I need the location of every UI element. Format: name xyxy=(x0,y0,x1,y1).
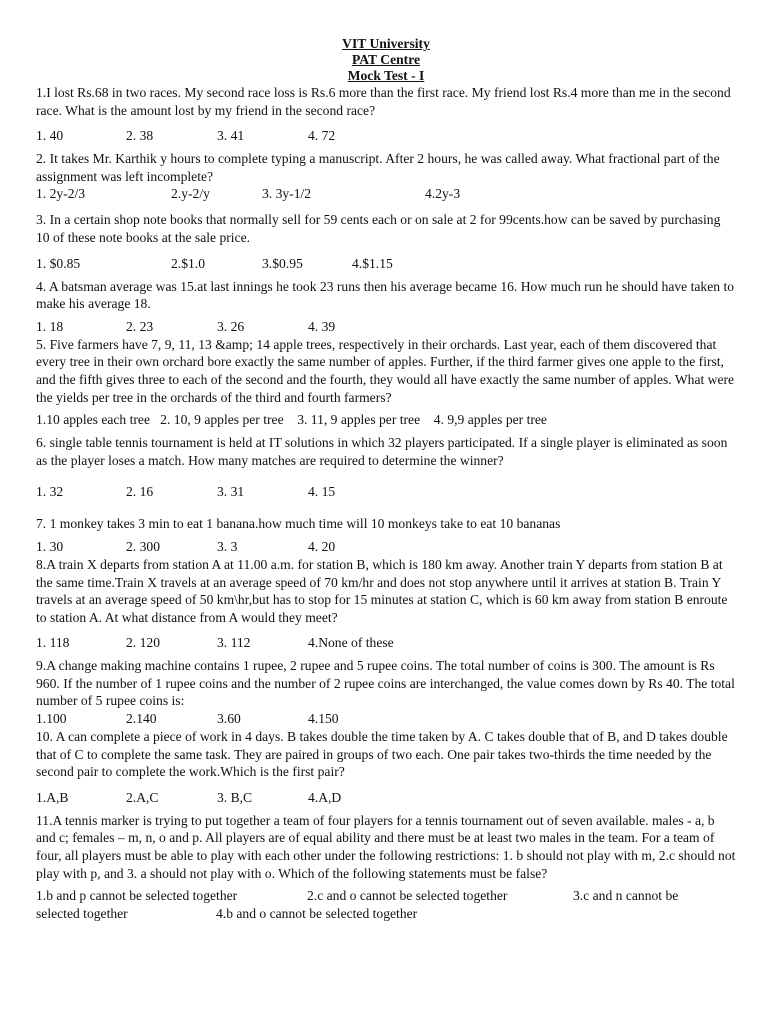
centre-title: PAT Centre xyxy=(351,52,421,67)
option: 4. 15 xyxy=(308,484,336,500)
question-11-options-row-2 xyxy=(36,905,736,923)
question-9-text: 9.A change making machine contains 1 rupee, 2 rupee and 5 rupee coins. The total number of coins is 300. The amount is Rs 960. If the number of 1 rupee coins and the number of 2 rupee coins are interchanged, the value comes down by Rs 40. The total number of 5 rupee coins is: xyxy=(36,658,735,709)
option: 4.2y-3 xyxy=(425,186,461,202)
option: selected together xyxy=(36,906,128,922)
question-2-options xyxy=(36,185,736,203)
question-9-options xyxy=(36,710,736,728)
option: 2.$1.0 xyxy=(171,255,205,271)
question-4-options xyxy=(36,318,736,336)
option: 2. 120 xyxy=(126,635,160,651)
question-5-text: 5. Five farmers have 7, 9, 11, 13 &amp; 14 apple trees, respectively in their orchards. Last year, each of them discovered that every tree in their own orchard bore exactly the same number of apples. Further, if the third farmer gives one apple to the first, and the fifth gives three to each of the second and the fourth, they would all have exactly the same number of apples. What were the yields per tree in the orchards of the third and fourth farmers? xyxy=(36,336,735,405)
question-5-options xyxy=(36,411,736,429)
option: 1.b and p cannot be selected together xyxy=(36,888,238,904)
question-4-text: 4. A batsman average was 15.at last innings he took 23 runs then his average became 16. How much run he should have taken to make his average 18. xyxy=(36,278,735,312)
option: 1.100 xyxy=(36,711,67,727)
question-6-text: 6. single table tennis tournament is held at IT solutions in which 32 players participated. If a single player is eliminated as soon as the player loses a match. How many matches are required to determine the winner? xyxy=(36,435,728,468)
option: 2. 16 xyxy=(126,484,154,500)
option: 1. 18 xyxy=(36,318,64,334)
option-line: 1.10 apples each tree 2. 10, 9 apples per tree 3. 11, 9 apples per tree 4. 9,9 apples per tree xyxy=(36,412,547,428)
option: 2. 23 xyxy=(126,318,154,334)
question-10-options xyxy=(36,789,736,807)
option: 4. 72 xyxy=(308,128,336,144)
option: 4. 20 xyxy=(308,538,336,554)
option: 3.c and n cannot be xyxy=(573,888,679,904)
question-11-options-row-1 xyxy=(36,887,736,905)
question-6-options xyxy=(36,483,736,501)
test-title: Mock Test - I xyxy=(347,68,425,83)
option: 3. B,C xyxy=(217,789,253,805)
question-11-text: 11.A tennis marker is trying to put together a team of four players for a tennis tournament out of seven available. males - a, b and c; females – m, n, o and p. All players are of equal ability and there must be at least two males in the team. For a team of four, all players must be able to play with each other under the following restrictions: 1. b should not play with m, 2.c should not play with p, and 3. a should not play with o. Which of the following statements must be false? xyxy=(36,812,736,881)
option: 3. 3 xyxy=(217,538,238,554)
option: 1. 30 xyxy=(36,538,64,554)
option: 2. 38 xyxy=(126,128,154,144)
option: 4.$1.15 xyxy=(352,255,393,271)
option: 3. 26 xyxy=(217,318,245,334)
option: 2.y-2/y xyxy=(171,186,210,202)
option: 1. 32 xyxy=(36,484,64,500)
option: 2.A,C xyxy=(126,789,159,805)
option: 2. 300 xyxy=(126,538,160,554)
option: 4.A,D xyxy=(308,789,342,805)
option: 2.c and o cannot be selected together xyxy=(307,888,508,904)
option: 4.None of these xyxy=(308,635,394,651)
option: 3. 3y-1/2 xyxy=(262,186,312,202)
question-3-options xyxy=(36,255,736,273)
document-page xyxy=(36,36,736,923)
question-2-text: 2. It takes Mr. Karthik y hours to complete typing a manuscript. After 2 hours, he was called away. What fractional part of the assignment was left incomplete? xyxy=(36,151,720,184)
option: 3. 31 xyxy=(217,484,245,500)
option: 1. 40 xyxy=(36,128,64,144)
question-8-text: 8.A train X departs from station A at 11.00 a.m. for station B, which is 180 km away. Another train Y departs from station B at the same time.Train X travels at an average speed of 70 km/hr and does not stop anywhere until it arrives at station B. Train Y travels at an average speed of 50 km\hr,but has to stop for 15 minutes at station C, which is 60 km away from station B enroute to station A. At what distance from A would they meet? xyxy=(36,556,728,625)
option: 1. $0.85 xyxy=(36,255,81,271)
option: 4. 39 xyxy=(308,318,336,334)
university-title: VIT University xyxy=(342,36,430,51)
option: 1.A,B xyxy=(36,789,69,805)
question-1-text: 1.I lost Rs.68 in two races. My second race loss is Rs.6 more than the first race. My friend lost Rs.4 more than me in the second race. What is the amount lost by my friend in the second race? xyxy=(36,85,731,118)
option: 4.150 xyxy=(308,711,339,727)
question-7-text: 7. 1 monkey takes 3 min to eat 1 banana.how much time will 10 monkeys take to eat 10 bananas xyxy=(36,516,561,532)
option: 1. 2y-2/3 xyxy=(36,186,86,202)
option: 3.$0.95 xyxy=(262,255,303,271)
question-3-text: 3. In a certain shop note books that normally sell for 59 cents each or on sale at 2 for 99cents.how can be saved by purchasing 10 of these note books at the sale price. xyxy=(36,212,721,245)
option: 3.60 xyxy=(217,711,241,727)
question-8-options xyxy=(36,634,736,652)
question-10-text: 10. A can complete a piece of work in 4 days. B takes double the time taken by A. C takes double that of B, and D takes double that of C to complete the same task. They are paired in groups of two each. One pair takes two-thirds the time needed by the second pair to complete the work.Which is the first pair? xyxy=(36,729,728,780)
option: 2.140 xyxy=(126,711,157,727)
option: 1. 118 xyxy=(36,635,70,651)
question-7-options xyxy=(36,538,736,556)
option: 4.b and o cannot be selected together xyxy=(216,906,418,922)
option: 3. 112 xyxy=(217,635,251,651)
question-1-options xyxy=(36,127,736,145)
option: 3. 41 xyxy=(217,128,245,144)
